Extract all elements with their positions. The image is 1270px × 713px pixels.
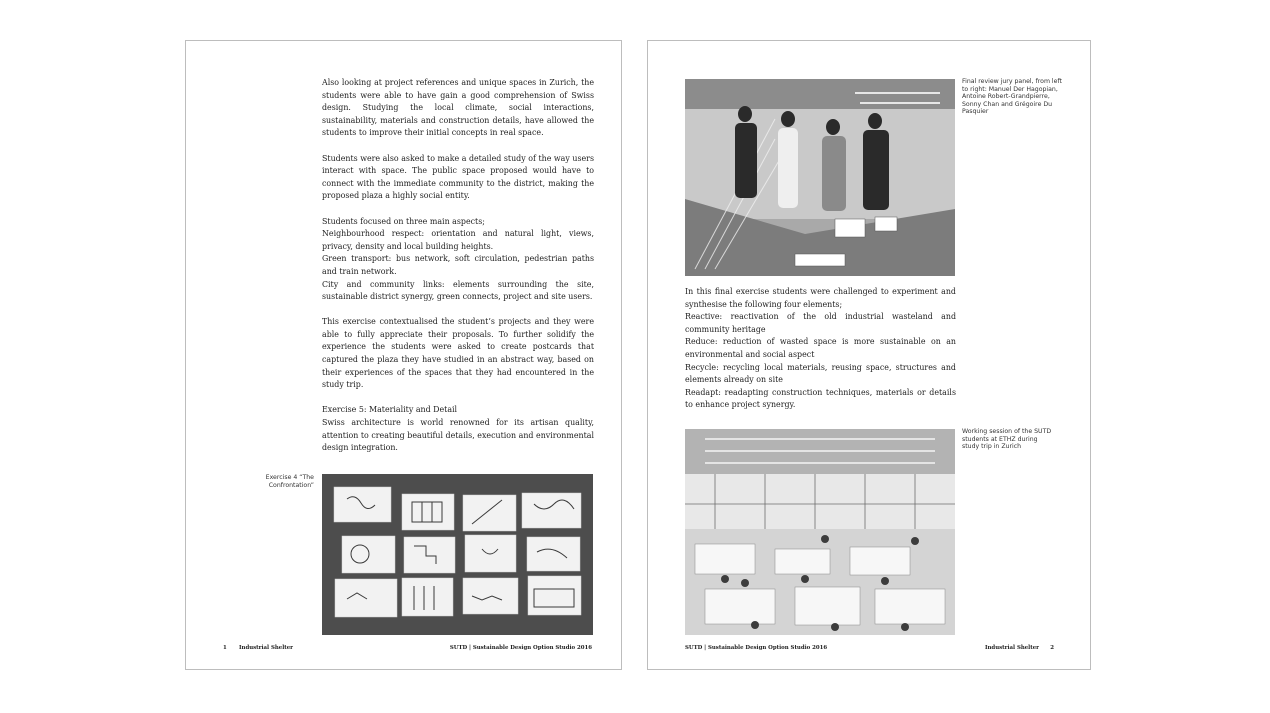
paragraph: Also looking at project references and unique spaces in Zurich, the students were able to have gain a good comprehension of Swiss design. Studying the local climate, social interactions, sustainability, materials and construction details, have allowed the students to improve their initial concepts in real space.	[322, 78, 594, 138]
jury-panel-photo	[685, 79, 955, 276]
right-body-text	[685, 286, 956, 412]
figure-caption-session: Working session of the SUTD students at ETHZ during study trip in Zurich	[962, 428, 1052, 451]
working-session-photo	[685, 429, 955, 635]
paragraph: Green transport: bus network, soft circulation, pedestrian paths and train network.	[322, 254, 594, 276]
paragraph: Students focused on three main aspects;	[322, 216, 485, 226]
document-page-left	[185, 40, 622, 670]
figure-caption-postcards: Exercise 4 “The Confrontation”	[265, 474, 314, 489]
paragraph: Swiss architecture is world renowned for its artisan quality, attention to creating beautiful details, execution and environmental design integration.	[322, 418, 594, 453]
document-page-right	[647, 40, 1091, 670]
footer-right-label: Industrial Shelter	[984, 645, 1039, 651]
left-body-text	[322, 77, 594, 455]
paragraph: Students were also asked to make a detailed study of the way users interact with space. The public space proposed would have to connect with the immediate community to the district, making the proposed plaza a highly social entity.	[322, 153, 594, 201]
paragraph: This exercise contextualised the student’s projects and they were able to fully appreciate their proposals. To further solidify the experience the students were asked to create postcards that captured the plaza they have studied in an abstract way, based on their experiences of the spaces that they had encountered in the study trip.	[322, 317, 594, 390]
paragraph: Reduce: reduction of wasted space is more sustainable on an environmental and social aspect	[685, 337, 956, 359]
figure-caption-jury: Final review jury panel, from left to right: Manuel Der Hagopian, Antoine Robert-Grandpierre, Sonny Chan and Grégoire Du Pasquier	[962, 78, 1062, 116]
paragraph: City and community links: elements surrounding the site, sustainable district synergy, green connects, project and site users.	[322, 279, 594, 302]
page-number: 1	[223, 645, 227, 651]
paragraph: In this final exercise students were challenged to experiment and synthesise the following four elements;	[685, 287, 956, 309]
page-number: 2	[1050, 645, 1054, 651]
postcards-photo	[322, 474, 593, 635]
paragraph: Readapt: readapting construction techniques, materials or details to enhance project synergy.	[685, 387, 956, 410]
section-heading: Exercise 5: Materiality and Detail	[322, 405, 458, 415]
footer-left-label: SUTD | Sustainable Design Option Studio 2016	[685, 645, 828, 651]
paragraph: Recycle: recycling local materials, reusing space, structures and elements already on site	[685, 362, 956, 385]
footer-left-label: Industrial Shelter	[239, 645, 294, 651]
paragraph: Neighbourhood respect: orientation and natural light, views, privacy, density and local building heights.	[322, 229, 594, 251]
footer-right-label: SUTD | Sustainable Design Option Studio 2016	[449, 645, 592, 651]
paragraph: Reactive: reactivation of the old industrial wasteland and community heritage	[685, 312, 956, 334]
